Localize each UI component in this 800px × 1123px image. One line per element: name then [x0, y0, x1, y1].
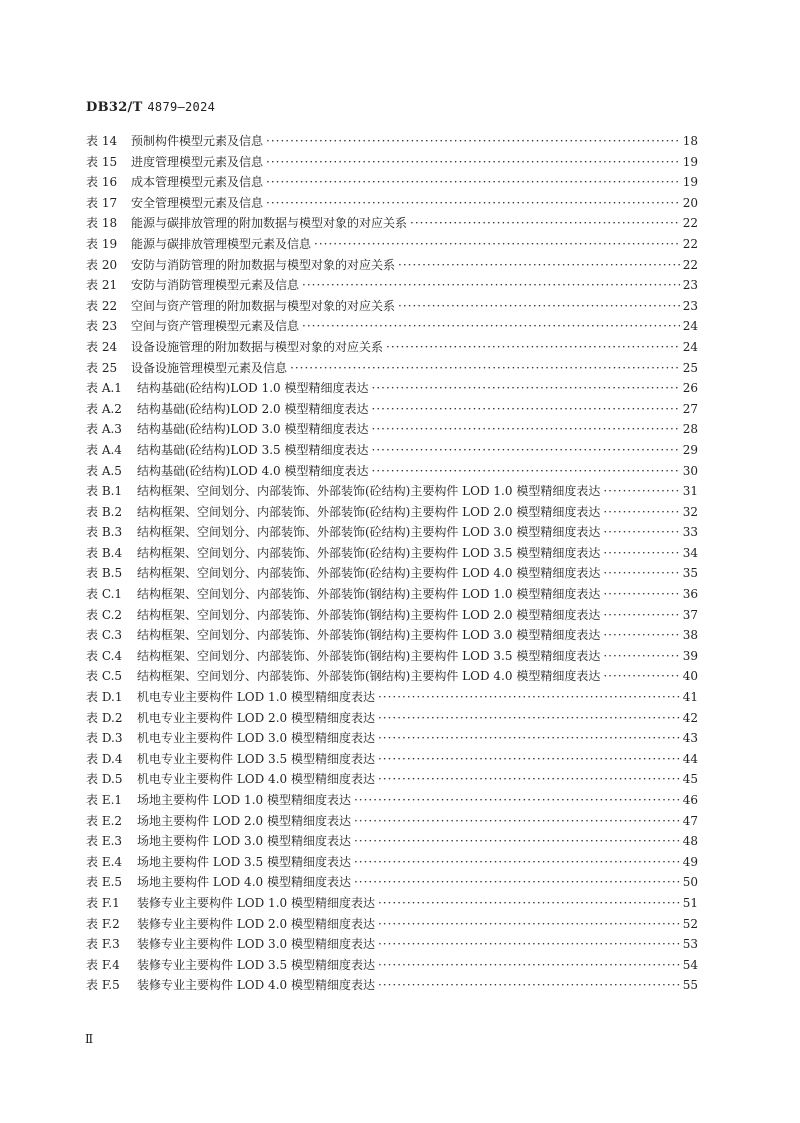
toc-entry-label: 表 18: [86, 216, 118, 231]
toc-entry-title: 结构基础(砼结构)LOD 3.5 模型精细度表达: [137, 442, 369, 457]
dot-leader: [378, 690, 680, 704]
dot-leader: [378, 772, 680, 786]
toc-entry-title: 机电专业主要构件 LOD 3.0 模型精细度表达: [137, 731, 375, 746]
dot-leader: [603, 566, 679, 580]
toc-entry-title: 场地主要构件 LOD 4.0 模型精细度表达: [137, 875, 351, 890]
document-header: [86, 100, 215, 115]
toc-entry[interactable]: [86, 564, 698, 585]
toc-entry-title: 能源与碳排放管理模型元素及信息: [131, 236, 312, 251]
toc-entry-label: 表 14: [86, 134, 118, 148]
toc-entry-label: 表 16: [86, 175, 118, 190]
toc-entry[interactable]: [86, 420, 698, 441]
toc-entry-title: 结构基础(砼结构)LOD 2.0 模型精细度表达: [137, 401, 369, 416]
dot-leader: [354, 834, 680, 848]
toc-entry-title: 结构框架、空间划分、内部装饰、外部装饰(钢结构)主要构件 LOD 3.5 模型精细度表达: [137, 648, 601, 663]
toc-entry[interactable]: [86, 194, 698, 215]
toc-entry-label: 表 B.4: [86, 545, 123, 560]
toc-entry-title: 结构基础(砼结构)LOD 4.0 模型精细度表达: [137, 463, 369, 478]
toc-entry[interactable]: [86, 894, 698, 915]
toc-entry-label: 表 D.5: [86, 772, 123, 787]
toc-entry-title: 成本管理模型元素及信息: [131, 175, 264, 190]
dot-leader: [378, 937, 680, 951]
toc-entry[interactable]: [86, 915, 698, 936]
toc-entry-title: 结构基础(砼结构)LOD 1.0 模型精细度表达: [137, 381, 369, 396]
toc-entry[interactable]: [86, 791, 698, 812]
dot-leader: [398, 258, 680, 272]
dot-leader: [354, 855, 680, 869]
dot-leader: [398, 299, 680, 313]
toc-entry-page: 54: [682, 957, 698, 972]
toc-entry-label: 表 C.3: [86, 628, 123, 643]
toc-entry-title: 结构框架、空间划分、内部装饰、外部装饰(钢结构)主要构件 LOD 2.0 模型精细度表达: [137, 607, 601, 622]
toc-entry-label: 表 A.1: [86, 381, 122, 396]
toc-entry-label: 表 D.3: [86, 731, 123, 746]
toc-entry-label: 表 17: [86, 195, 118, 210]
toc-entry[interactable]: [86, 647, 698, 668]
toc-entry-title: 结构基础(砼结构)LOD 3.0 模型精细度表达: [137, 422, 369, 437]
dot-leader: [603, 484, 679, 498]
dot-leader: [378, 896, 680, 910]
toc-entry[interactable]: [86, 441, 698, 462]
toc-entry-page: 19: [682, 175, 698, 190]
dot-leader: [378, 752, 680, 766]
toc-entry-title: 安防与消防管理的附加数据与模型对象的对应关系: [131, 257, 396, 272]
dot-leader: [314, 237, 680, 251]
toc-entry-page: 37: [682, 607, 698, 622]
toc-entry-title: 安全管理模型元素及信息: [131, 195, 264, 210]
toc-entry[interactable]: [86, 523, 698, 544]
toc-entry-page: 33: [682, 525, 698, 540]
toc-entry-label: 表 E.1: [86, 793, 123, 807]
toc-entry-title: 装修专业主要构件 LOD 4.0 模型精细度表达: [137, 978, 375, 993]
toc-entry-page: 35: [682, 566, 698, 581]
toc-entry-page: 38: [682, 628, 698, 643]
toc-entry[interactable]: [86, 359, 698, 380]
toc-entry[interactable]: [86, 812, 698, 833]
toc-entry-title: 结构框架、空间划分、内部装饰、外部装饰(砼结构)主要构件 LOD 2.0 模型精细度表达: [137, 504, 601, 519]
toc-entry-label: 表 E.5: [86, 875, 123, 890]
dot-leader: [603, 608, 679, 622]
toc-entry-page: 47: [682, 813, 698, 828]
page-number: Ⅱ: [85, 1032, 94, 1046]
toc-entry-page: 22: [682, 257, 698, 272]
toc-entry[interactable]: [86, 462, 698, 483]
dot-leader: [266, 196, 680, 210]
toc-entry-label: 表 F.3: [86, 937, 120, 952]
toc-entry-title: 空间与资产管理的附加数据与模型对象的对应关系: [131, 298, 396, 313]
toc-entry[interactable]: [86, 256, 698, 277]
toc-entry-page: 51: [682, 895, 698, 910]
toc-entry[interactable]: [86, 770, 698, 791]
toc-entry-label: 表 B.2: [86, 504, 123, 519]
toc-entry-label: 表 25: [86, 360, 118, 375]
toc-entry-page: 40: [682, 669, 698, 684]
toc-entry-page: 22: [682, 216, 698, 231]
toc-entry[interactable]: [86, 338, 698, 359]
toc-entry-label: 表 20: [86, 257, 118, 272]
toc-entry-page: 24: [682, 339, 698, 354]
standard-code: DB32/T: [86, 100, 143, 115]
toc-entry-title: 装修专业主要构件 LOD 3.0 模型精细度表达: [137, 937, 375, 952]
toc-entry-page: 41: [682, 690, 698, 705]
toc-entry-label: 表 21: [86, 278, 118, 293]
toc-entry[interactable]: [86, 873, 698, 894]
toc-entry-title: 装修专业主要构件 LOD 2.0 模型精细度表达: [137, 916, 375, 931]
toc-entry-title: 预制构件模型元素及信息: [131, 134, 264, 148]
toc-entry-label: 表 D.2: [86, 710, 123, 725]
dot-leader: [354, 793, 680, 807]
toc-entry-title: 装修专业主要构件 LOD 1.0 模型精细度表达: [137, 895, 375, 910]
toc-entry-label: 表 D.4: [86, 751, 123, 766]
toc-entry-title: 空间与资产管理模型元素及信息: [131, 319, 300, 334]
toc-entry-label: 表 23: [86, 319, 118, 334]
toc-entry[interactable]: [86, 317, 698, 338]
toc-entry-label: 表 19: [86, 236, 118, 251]
dot-leader: [302, 319, 680, 333]
toc-entry-label: 表 A.5: [86, 463, 122, 478]
toc-entry[interactable]: [86, 976, 698, 997]
toc-entry[interactable]: [86, 853, 698, 874]
toc-entry-page: 52: [682, 916, 698, 931]
toc-entry-label: 表 D.1: [86, 690, 123, 705]
toc-entry-label: 表 E.4: [86, 854, 123, 869]
dot-leader: [378, 978, 680, 992]
toc-entry[interactable]: [86, 482, 698, 503]
toc-entry-title: 结构框架、空间划分、内部装饰、外部装饰(砼结构)主要构件 LOD 3.0 模型精细度表达: [137, 525, 601, 540]
toc-entry[interactable]: [86, 832, 698, 853]
dot-leader: [603, 505, 679, 519]
toc-entry-label: 表 E.3: [86, 834, 123, 849]
toc-entry[interactable]: [86, 132, 698, 153]
toc-entry-title: 安防与消防管理模型元素及信息: [131, 278, 300, 293]
dot-leader: [603, 649, 679, 663]
toc-entry[interactable]: [86, 379, 698, 400]
toc-entry-label: 表 A.3: [86, 422, 122, 437]
toc-entry-page: 39: [682, 648, 698, 663]
toc-entry[interactable]: [86, 235, 698, 256]
toc-entry[interactable]: [86, 750, 698, 771]
toc-entry-title: 结构框架、空间划分、内部装饰、外部装饰(钢结构)主要构件 LOD 3.0 模型精细度表达: [137, 628, 601, 643]
dot-leader: [266, 155, 680, 169]
toc-entry-label: 表 24: [86, 339, 118, 354]
standard-number: 4879—2024: [147, 100, 216, 114]
toc-entry-page: 53: [682, 937, 698, 952]
dot-leader: [603, 669, 679, 683]
dot-leader: [372, 422, 680, 436]
toc-entry-title: 结构框架、空间划分、内部装饰、外部装饰(钢结构)主要构件 LOD 1.0 模型精细度表达: [137, 587, 601, 602]
toc-entry-label: 表 A.4: [86, 442, 122, 457]
dot-leader: [603, 587, 679, 601]
dot-leader: [372, 443, 680, 457]
dot-leader: [378, 731, 680, 745]
dot-leader: [372, 464, 680, 478]
toc-entry-page: 24: [682, 319, 698, 334]
toc-entry-title: 结构框架、空间划分、内部装饰、外部装饰(钢结构)主要构件 LOD 4.0 模型精细度表达: [137, 669, 601, 684]
toc-entry-label: 表 F.2: [86, 916, 120, 931]
toc-entry-page: 34: [682, 545, 698, 560]
toc-entry[interactable]: [86, 153, 698, 174]
toc-entry-label: 表 F.5: [86, 978, 120, 993]
dot-leader: [354, 875, 680, 889]
toc-entry-label: 表 B.5: [86, 566, 123, 581]
dot-leader: [354, 814, 680, 828]
dot-leader: [386, 340, 680, 354]
toc-entry-label: 表 F.1: [86, 895, 120, 910]
toc-entry-label: 表 E.2: [86, 813, 123, 828]
toc-entry[interactable]: [86, 173, 698, 194]
toc-entry-page: 46: [682, 793, 698, 807]
toc-entry[interactable]: [86, 214, 698, 235]
table-of-contents: [86, 132, 698, 997]
dot-leader: [266, 175, 680, 189]
toc-entry-page: 55: [682, 978, 698, 993]
dot-leader: [410, 216, 680, 230]
toc-entry-page: 43: [682, 731, 698, 746]
toc-entry-page: 49: [682, 854, 698, 869]
toc-entry-page: 22: [682, 236, 698, 251]
toc-entry-title: 结构框架、空间划分、内部装饰、外部装饰(砼结构)主要构件 LOD 1.0 模型精细度表达: [137, 484, 601, 499]
toc-entry-title: 机电专业主要构件 LOD 1.0 模型精细度表达: [137, 690, 375, 705]
toc-entry[interactable]: [86, 667, 698, 688]
toc-entry-page: 44: [682, 751, 698, 766]
toc-entry-page: 23: [682, 278, 698, 293]
toc-entry[interactable]: [86, 626, 698, 647]
toc-entry-title: 机电专业主要构件 LOD 2.0 模型精细度表达: [137, 710, 375, 725]
toc-entry-page: 50: [682, 875, 698, 890]
dot-leader: [378, 958, 680, 972]
toc-entry-label: 表 A.2: [86, 401, 122, 416]
toc-entry[interactable]: [86, 935, 698, 956]
toc-entry[interactable]: [86, 606, 698, 627]
toc-entry-title: 结构框架、空间划分、内部装饰、外部装饰(砼结构)主要构件 LOD 4.0 模型精细度表达: [137, 566, 601, 581]
toc-entry-page: 19: [682, 154, 698, 169]
toc-entry[interactable]: [86, 956, 698, 977]
toc-entry-label: 表 C.1: [86, 587, 123, 602]
toc-entry-label: 表 B.1: [86, 484, 123, 499]
toc-entry-page: 28: [682, 422, 698, 437]
toc-entry[interactable]: [86, 688, 698, 709]
dot-leader: [603, 628, 679, 642]
toc-entry-title: 场地主要构件 LOD 1.0 模型精细度表达: [137, 793, 351, 807]
toc-entry-title: 结构框架、空间划分、内部装饰、外部装饰(砼结构)主要构件 LOD 3.5 模型精细度表达: [137, 545, 601, 560]
toc-entry-page: 32: [682, 504, 698, 519]
toc-entry-title: 进度管理模型元素及信息: [131, 154, 264, 169]
dot-leader: [603, 546, 679, 560]
toc-entry-page: 29: [682, 442, 698, 457]
toc-entry-label: 表 C.4: [86, 648, 123, 663]
toc-entry-page: 25: [682, 360, 698, 375]
dot-leader: [302, 278, 680, 292]
toc-entry-page: 26: [682, 381, 698, 396]
toc-entry-title: 场地主要构件 LOD 2.0 模型精细度表达: [137, 813, 351, 828]
toc-entry-page: 18: [682, 134, 698, 148]
toc-entry-title: 机电专业主要构件 LOD 4.0 模型精细度表达: [137, 772, 375, 787]
toc-entry-title: 能源与碳排放管理的附加数据与模型对象的对应关系: [131, 216, 408, 231]
dot-leader: [290, 361, 680, 375]
toc-entry[interactable]: [86, 729, 698, 750]
toc-entry-title: 设备设施管理模型元素及信息: [131, 360, 288, 375]
toc-entry-label: 表 C.5: [86, 669, 123, 684]
toc-entry-page: 42: [682, 710, 698, 725]
dot-leader: [378, 917, 680, 931]
toc-entry-title: 机电专业主要构件 LOD 3.5 模型精细度表达: [137, 751, 375, 766]
toc-entry-title: 场地主要构件 LOD 3.0 模型精细度表达: [137, 834, 351, 849]
dot-leader: [603, 525, 679, 539]
toc-entry-page: 48: [682, 834, 698, 849]
toc-entry[interactable]: [86, 400, 698, 421]
toc-entry[interactable]: [86, 709, 698, 730]
toc-entry[interactable]: [86, 297, 698, 318]
toc-entry-label: 表 F.4: [86, 957, 120, 972]
toc-entry-page: 30: [682, 463, 698, 478]
toc-entry-label: 表 B.3: [86, 525, 123, 540]
toc-entry-label: 表 15: [86, 154, 118, 169]
dot-leader: [266, 134, 680, 148]
toc-entry[interactable]: [86, 544, 698, 565]
toc-entry-title: 场地主要构件 LOD 3.5 模型精细度表达: [137, 854, 351, 869]
toc-entry-page: 36: [682, 587, 698, 602]
toc-entry[interactable]: [86, 503, 698, 524]
dot-leader: [372, 402, 680, 416]
toc-entry[interactable]: [86, 276, 698, 297]
toc-entry-label: 表 22: [86, 298, 118, 313]
toc-entry-page: 31: [682, 484, 698, 499]
toc-entry-title: 设备设施管理的附加数据与模型对象的对应关系: [131, 339, 384, 354]
toc-entry-title: 装修专业主要构件 LOD 3.5 模型精细度表达: [137, 957, 375, 972]
toc-entry-page: 45: [682, 772, 698, 787]
toc-entry-page: 27: [682, 401, 698, 416]
dot-leader: [372, 381, 680, 395]
toc-entry-page: 20: [682, 195, 698, 210]
dot-leader: [378, 711, 680, 725]
toc-entry-page: 23: [682, 298, 698, 313]
toc-entry[interactable]: [86, 585, 698, 606]
toc-entry-label: 表 C.2: [86, 607, 123, 622]
